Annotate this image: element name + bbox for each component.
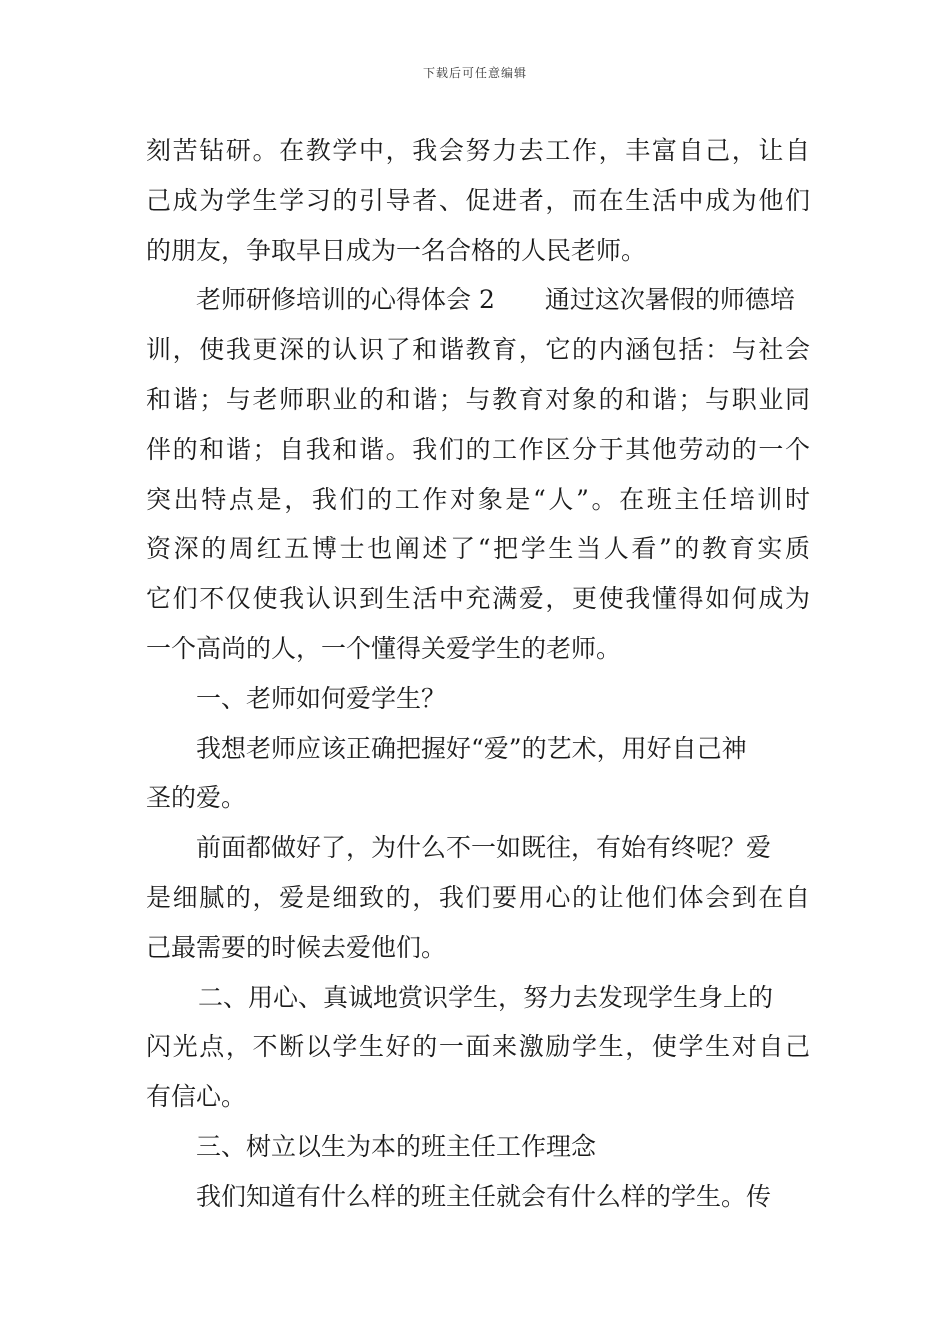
text-line: 训，使我更深的认识了和谐教育，它的内涵包括：与社会 <box>146 335 810 365</box>
text-line: 的朋友，争取早日成为一名合格的人民老师。 <box>146 235 647 265</box>
page-header: 下载后可任意编辑 <box>422 66 527 80</box>
text-line: 和谐；与老师职业的和谐；与教育对象的和谐；与职业同 <box>146 384 810 414</box>
subheading-line: 三、树立以生为本的班主任工作理念 <box>196 1131 597 1161</box>
text-line: 伴的和谐；自我和谐。我们的工作区分于其他劳动的一个 <box>146 434 810 464</box>
text-line: 闪光点，不断以学生好的一面来激励学生，使学生对自己 <box>146 1032 810 1062</box>
subheading-line: 二、用心、真诚地赏识学生，努力去发现学生身上的 <box>198 982 774 1012</box>
text-line: 是细腻的，爱是细致的，我们要用心的让他们体会到在自 <box>146 882 810 912</box>
text-line: 圣的爱。 <box>146 783 247 813</box>
text-line: 刻苦钻研。在教学中，我会努力去工作，丰富自己，让自 <box>146 136 810 165</box>
text-line: 己成为学生学习的引导者、促进者，而在生活中成为他们 <box>146 185 810 215</box>
text-line: 资深的周红五博士也阐述了“把学生当人看”的教育实质 <box>146 534 810 564</box>
text-line: 己最需要的时候去爱他们。 <box>146 932 447 962</box>
text-line: 它们不仅使我认识到生活中充满爱，更使我懂得如何成为 <box>146 584 810 614</box>
text-line: 一个高尚的人，一个懂得关爱学生的老师。 <box>146 633 622 663</box>
text-line: 有信心。 <box>146 1082 247 1112</box>
text-line: 突出特点是，我们的工作对象是“人”。在班主任培训时 <box>146 484 810 514</box>
text-line: 前面都做好了，为什么不一如既往，有始有终呢？爱 <box>196 833 772 863</box>
subheading-line: 一、老师如何爱学生？ <box>196 683 447 713</box>
document-body <box>146 126 810 1222</box>
text-line: 我想老师应该正确把握好“爱”的艺术，用好自己神 <box>196 733 747 763</box>
text-line: 我们知道有什么样的班主任就会有什么样的学生。传 <box>196 1181 772 1211</box>
section-heading-line: 老师研修培训的心得体会 2 通过这次暑假的师德培 <box>196 285 795 315</box>
